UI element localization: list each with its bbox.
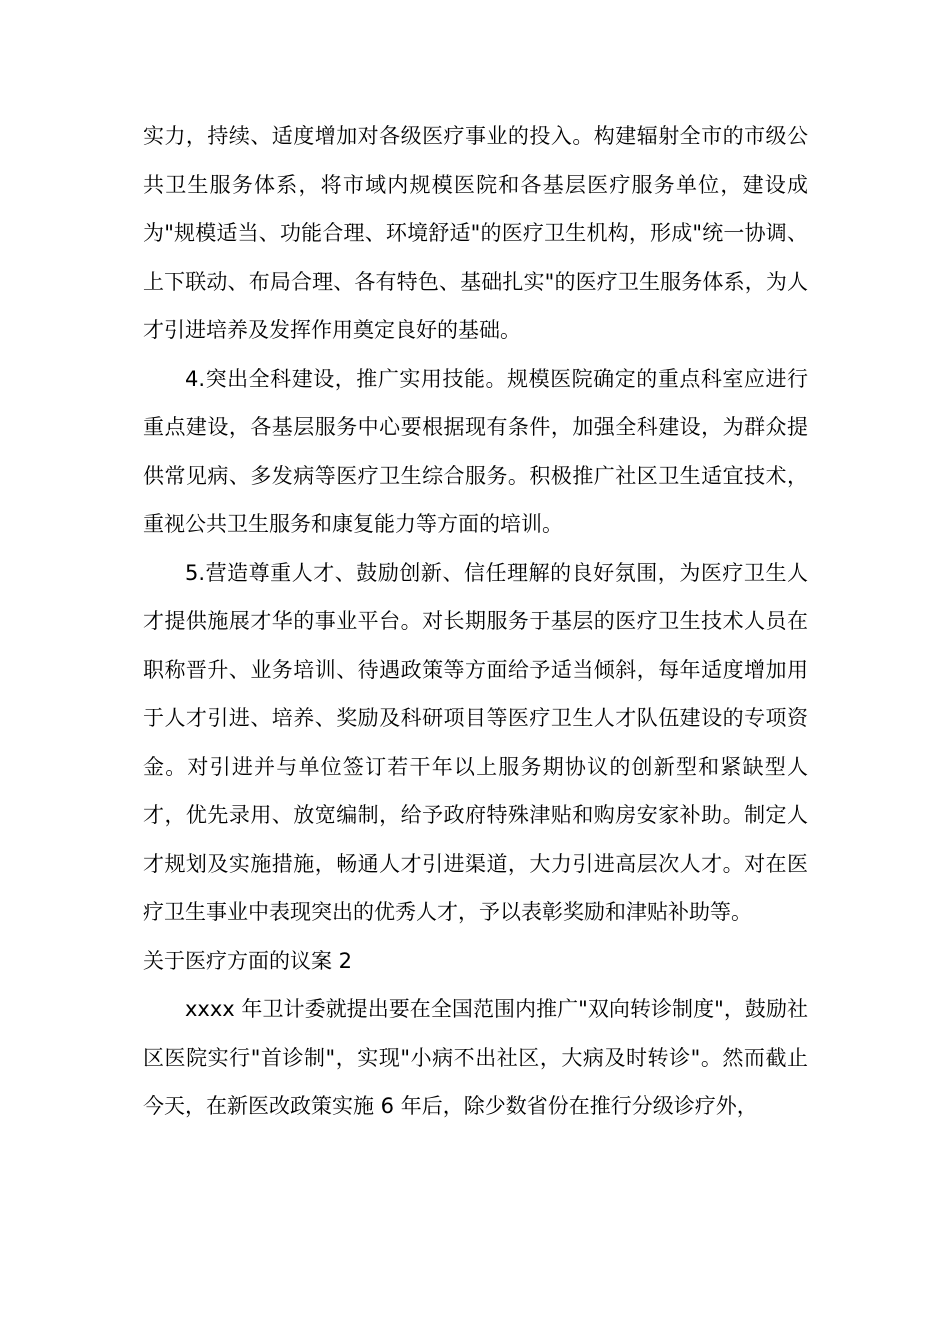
paragraph-3: 5.营造尊重人才、鼓励创新、信任理解的良好氛围，为医疗卫生人才提供施展才华的事业平台。对长期服务于基层的医疗卫生技术人员在职称晋升、业务培训、待遇政策等方面给予适当倾斜，每年适度增加用于人才引进、培养、奖励及科研项目等医疗卫生人才队伍建设的专项资金。对引进并与单位签订若干年以上服务期协议的创新型和紧缺型人才，优先录用、放宽编制，给予政府特殊津贴和购房安家补助。制定人才规划及实施措施，畅通人才引进渠道，大力引进高层次人才。对在医疗卫生事业中表现突出的优秀人才，予以表彰奖励和津贴补助等。 [143,560,808,924]
paragraph-4: xxxx 年卫计委就提出要在全国范围内推广"双向转诊制度"，鼓励社区医院实行"首诊制"，实现"小病不出社区，大病及时转诊"。然而截止今天，在新医改政策实施 6 年后，除少数省份在推行分级诊疗外， [143,997,808,1118]
paragraph-2: 4.突出全科建设，推广实用技能。规模医院确定的重点科室应进行重点建设，各基层服务中心要根据现有条件，加强全科建设，为群众提供常见病、多发病等医疗卫生综合服务。积极推广社区卫生适宜技术，重视公共卫生服务和康复能力等方面的培训。 [143,366,808,536]
paragraph-1: 实力，持续、适度增加对各级医疗事业的投入。构建辐射全市的市级公共卫生服务体系，将市域内规模医院和各基层医疗服务单位，建设成为"规模适当、功能合理、环境舒适"的医疗卫生机构，形成"统一协调、上下联动、布局合理、各有特色、基础扎实"的医疗卫生服务体系，为人才引进培养及发挥作用奠定良好的基础。 [143,124,808,342]
section-title: 关于医疗方面的议案 2 [143,948,353,973]
document-body [143,112,808,1131]
